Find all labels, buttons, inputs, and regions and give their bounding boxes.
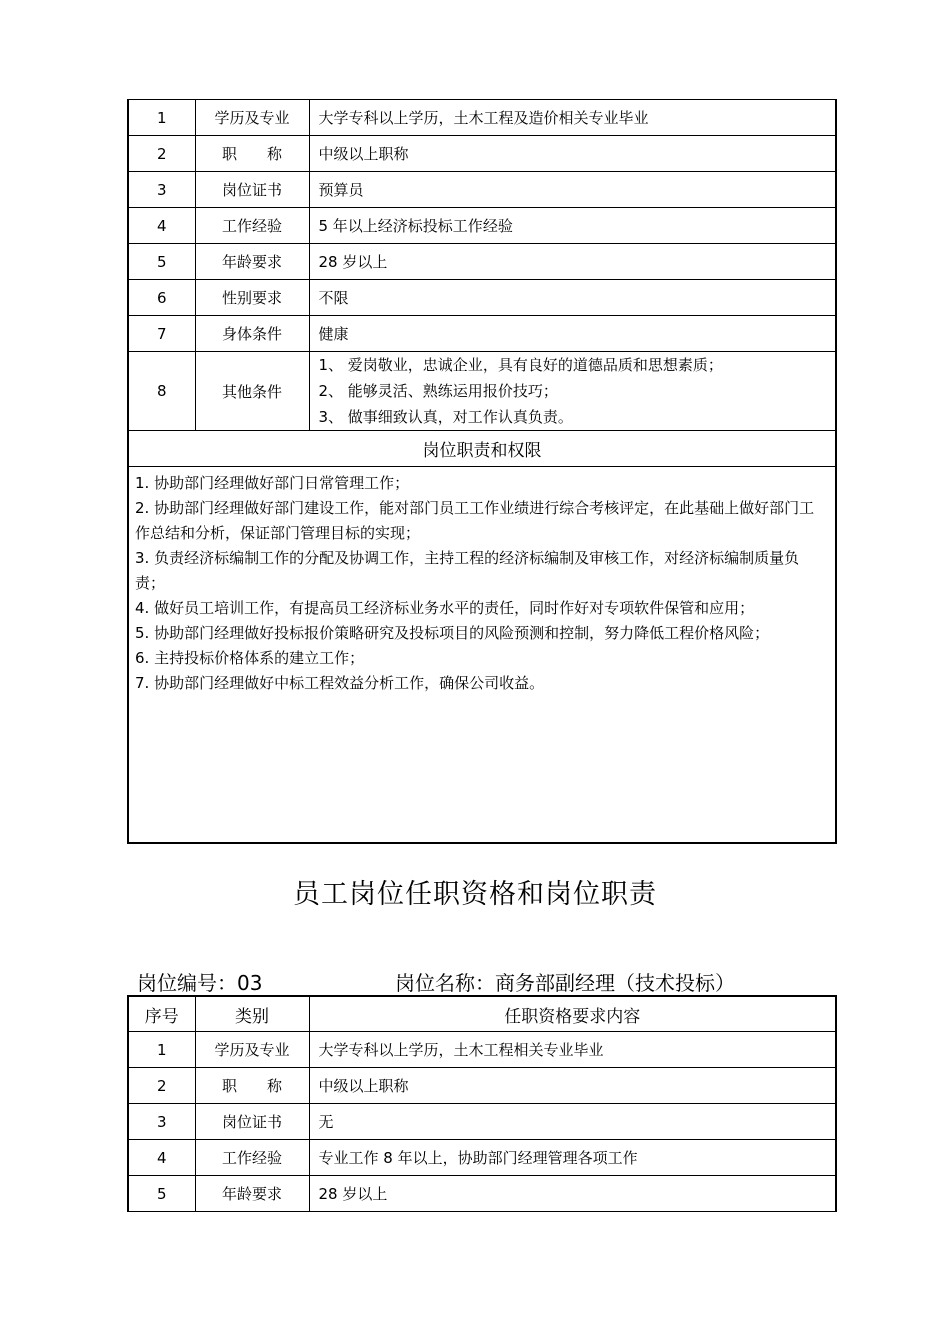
row-content: 预算员 — [309, 172, 836, 208]
row-number: 2 — [128, 1068, 195, 1104]
position-name: 岗位名称：商务部副经理（技术投标） — [395, 971, 735, 995]
qualification-table-top — [127, 99, 837, 844]
row-category: 职 称 — [195, 1068, 309, 1104]
row-category: 其他条件 — [195, 352, 309, 431]
table-row — [128, 1140, 836, 1176]
position-number: 岗位编号：03 — [137, 971, 263, 995]
row-number: 6 — [128, 280, 195, 316]
row-number: 1 — [128, 100, 195, 136]
row-number: 2 — [128, 136, 195, 172]
duty-item: 3. 负责经济标编制工作的分配及协调工作，主持工程的经济标编制及审核工作，对经济标编制质量负责； — [135, 549, 800, 592]
condition-line: 3、 做事细致认真，对工作认真负责。 — [318, 408, 573, 426]
table-row — [128, 1176, 836, 1212]
header-category: 类别 — [195, 996, 309, 1032]
section-header-row — [128, 431, 836, 467]
row-number: 5 — [128, 1176, 195, 1212]
table-row — [128, 244, 836, 280]
row-number: 4 — [128, 208, 195, 244]
table-row — [128, 280, 836, 316]
duty-item: 5. 协助部门经理做好投标报价策略研究及投标项目的风险预测和控制，努力降低工程价格风险； — [135, 624, 770, 642]
table-header-row — [128, 996, 836, 1032]
row-content: 无 — [309, 1104, 836, 1140]
condition-line: 1、 爱岗敬业，忠诚企业，具有良好的道德品质和思想素质； — [318, 356, 723, 374]
row-category: 岗位证书 — [195, 172, 309, 208]
row-category: 职 称 — [195, 136, 309, 172]
table-row — [128, 136, 836, 172]
row-content: 专业工作 8 年以上，协助部门经理管理各项工作 — [309, 1140, 836, 1176]
header-content: 任职资格要求内容 — [309, 996, 836, 1032]
duty-item: 6. 主持投标价格体系的建立工作； — [135, 649, 365, 667]
row-number: 4 — [128, 1140, 195, 1176]
duties-row — [128, 467, 836, 844]
row-content: 28 岁以上 — [309, 1176, 836, 1212]
row-category: 性别要求 — [195, 280, 309, 316]
section-title: 岗位职责和权限 — [128, 431, 836, 467]
other-conditions-list — [309, 352, 836, 431]
row-category: 年龄要求 — [195, 1176, 309, 1212]
row-category: 学历及专业 — [195, 1032, 309, 1068]
row-category: 工作经验 — [195, 1140, 309, 1176]
row-category: 岗位证书 — [195, 1104, 309, 1140]
table-row — [128, 172, 836, 208]
table-row-other-conditions — [128, 352, 836, 431]
row-category: 年龄要求 — [195, 244, 309, 280]
row-category: 身体条件 — [195, 316, 309, 352]
row-number: 3 — [128, 172, 195, 208]
qualification-table-bottom — [127, 995, 837, 1212]
row-number: 5 — [128, 244, 195, 280]
table-row — [128, 208, 836, 244]
row-number: 8 — [128, 352, 195, 431]
row-content: 中级以上职称 — [309, 1068, 836, 1104]
duties-list — [128, 467, 836, 844]
row-content: 大学专科以上学历，土木工程相关专业毕业 — [309, 1032, 836, 1068]
table-row — [128, 1032, 836, 1068]
duty-item: 7. 协助部门经理做好中标工程效益分析工作，确保公司收益。 — [135, 674, 545, 692]
table-row — [128, 316, 836, 352]
row-number: 7 — [128, 316, 195, 352]
duty-item: 1. 协助部门经理做好部门日常管理工作； — [135, 474, 410, 492]
duty-item: 4. 做好员工培训工作，有提高员工经济标业务水平的责任，同时作好对专项软件保管和应用； — [135, 599, 755, 617]
table-row — [128, 100, 836, 136]
row-content: 大学专科以上学历，土木工程及造价相关专业毕业 — [309, 100, 836, 136]
table-row — [128, 1068, 836, 1104]
row-number: 3 — [128, 1104, 195, 1140]
row-content: 中级以上职称 — [309, 136, 836, 172]
duty-item: 2. 协助部门经理做好部门建设工作，能对部门员工工作业绩进行综合考核评定，在此基础上做好部门工作总结和分析，保证部门管理目标的实现； — [135, 499, 815, 542]
row-category: 学历及专业 — [195, 100, 309, 136]
condition-line: 2、 能够灵活、熟练运用报价技巧； — [318, 382, 558, 400]
table-row — [128, 1104, 836, 1140]
header-number: 序号 — [128, 996, 195, 1032]
row-content: 28 岁以上 — [309, 244, 836, 280]
row-category: 工作经验 — [195, 208, 309, 244]
row-content: 健康 — [309, 316, 836, 352]
row-content: 不限 — [309, 280, 836, 316]
row-content: 5 年以上经济标投标工作经验 — [309, 208, 836, 244]
page-title: 员工岗位任职资格和岗位职责 — [293, 879, 657, 910]
row-number: 1 — [128, 1032, 195, 1068]
